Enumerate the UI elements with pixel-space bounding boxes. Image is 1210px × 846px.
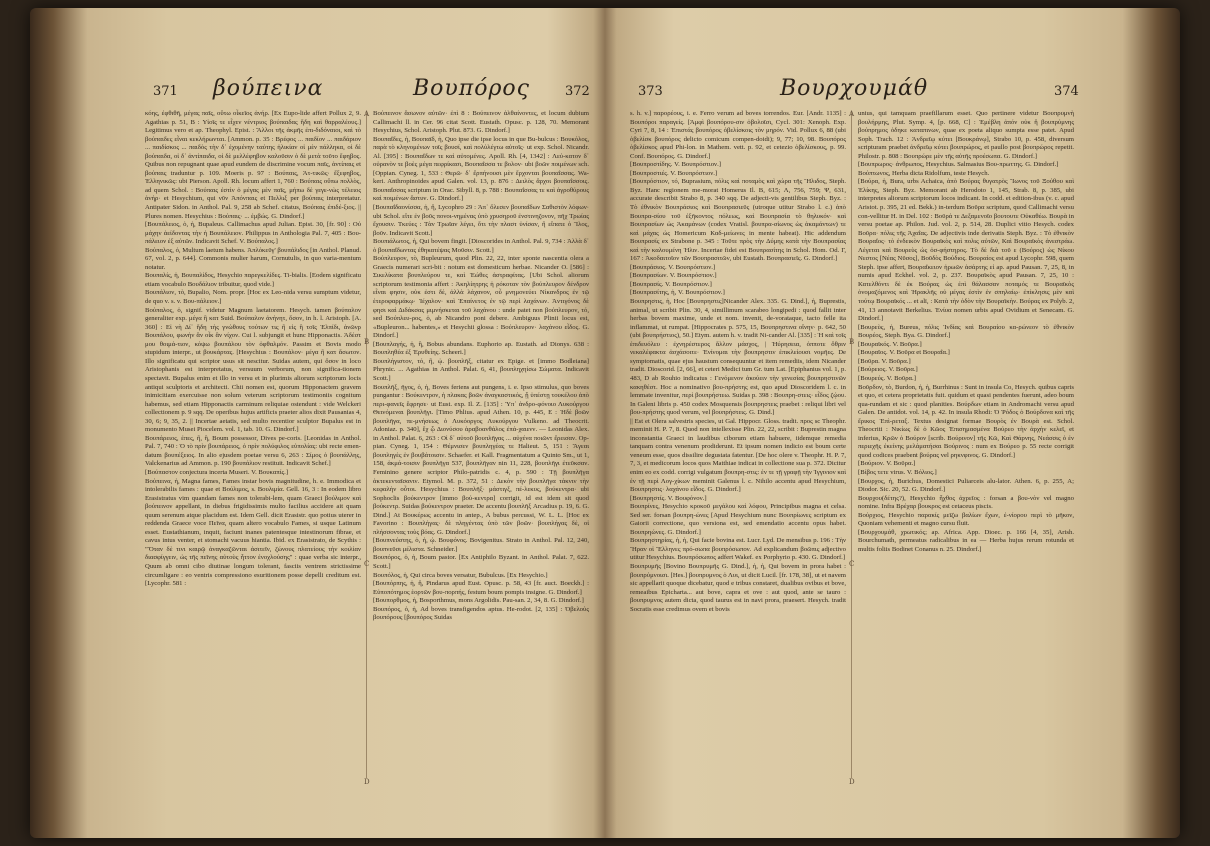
right-page-header <box>630 76 1088 106</box>
left-page <box>145 8 603 838</box>
left-column-text: s. h. v.] παρορέους, i. e. Ferro verum ad boves torrendos. Eur. [Andr. 1135] : Βουπόροι παραγείς. [Ἀμφὶ βουπόρου-σιν ὀβολοῖσι, Cycl. 301: Xenoph. Exp. Cyri 7, 8, 14 : Ἐπιστάς βουπόρος ὀβελίσκοις τὸν μηρόν. Vid. Pollux 6, 88 (ubi ὀβελίσκ βουπόρος delicto comicum compen-doidi); 9, 77; 10, 98. Βουπόρος ὀβελίσκος apud Phi-lon. in Mathem. vett. p. 92, et cetezio ὀβελίσκους, p. 99. Conf. Βουπόρος. G. Dindorf.] [Βουπροστίδης. V. Βουπρόστιον.] [Βουπροστιές. V. Βουπρόστιον.] [Βουπρόστιον, τό, Buprasium, πόλις καὶ ποταμὸς καὶ χώρα τῆς Ἤλιδος, Steph. Byz. Hanc regionem me-morat Homerus Il. B, 615; Λ, 756, 759; Ψ, 631, accurate describit Strabo 8, p. 340 sqq. De adjecti-vis gentilibus Steph. Byz. : Τὸ ἐθνικὸν Βουπράσιος καὶ Βουπρασιεῦς (utroque utitur Strabo l. c.) ἀπὸ Βουπρα-σίου τοῦ ἐξῆκοντος πόλεως, καὶ Βουπρασία τὸ θηλυκόν· καὶ Βουπρασίων ὡς Ἀκαμάνων (codex Vratisl. βουπρα-σίωνος ὡς ἀκαμάντων) τε καὶ μάχας ὡς Homericum Καδ-μείωνες in mente habeat). Hic addendum Βουπρασίς ex Strabone p. 345 : Τοῦτε πρὸς τὴν Δύμης κατὰ τὴν Βουπρασίας καὶ τὴν καλουμένη Ἠλιν. Incertae fidei est Βουπρασίτης in Schol. Hom. Od. Γ, 167 : Ἀκοδαιτοῖον τῶν Βουπρασιτῶν, ubi Eustath. Βουπρασιεῖς. G. Dindorf.] [Βουπράσιος. V. Βουπρόστιον.] [Βουπρασίων. V. Βουπρόστιον.] [Βουπρασίς. V. Βουπρόστιον.] [Βουπρασίτης, ἡ, V. Βουπρόστιον.] Βουπρηστις, ἡ, Hoc [Βουπρηστις]Nicander Alex. 335. G. Dind.], ἡ, Buprestis, animal, ut scribit Plin. 30, 4, simillimum scarabeo longipedi : quod fallit inter herbas bovem maxime, unde et nom. invenit, de-vorataque, tacto felle ita inflammat, ut rumpat. [Hippocrates p. 575, 15, Βουπρηστινα οἴνην· p. 642, 50 (ubi βουπρήστιος), 50.] Etym. autem h. v. tradit Ni-cander Al. [335] : Ἡ καὶ τοῖς ἐπιδευόλευ : ἐχνηρέστερος ἄλλον μάσχος, | Ἠύρησεια, ὀπποτε ὄθριν νεκαλέφακτα ἀσχάσοιτε· Ἐνίνομαι τὴν βουπρηστιν ἐπικλείουσι νομῆες. De symptomatis, quae ejus haustum consequuntur et item remediis, idem Nicander tradit. Dioscorid. [2, 66], et ceteri Medici tum Gr. tum Lat. [Epiphanius vol. 1, p. 483, D ab Rouhio indicatus : Γενόμενον ἀκούειν τὴν γενεσίας βουπρηστινῶν κακηθέστ. Hoc a nominativo βου-πρήστης est, quo apud Dioscoridem l. c. in lemmate invenitur, περὶ βουπρήστεω. Suidas p. 398 : Βουπρη-στεις· εἶδος ζῴου. In Galeni libris p. 450 codex Mosquensis βουπρηστεις praebet : reliqui libri vel βου-πρήστης quod verum, vel βουπρήστεις. G. Dind.] || Est et Olera salvestris species, ut Gal. Hippocr. Gloss. tradit. προς sc Theophr. meminit H. P. 7, 8. Quod non intellexisse Plin. 22, 22, scribit : Buprestin magna inconstantia Graeci in laudibus ciborum etiam habuere, iidemque remedia tanquam contra venenum prodiderunt. Et ipsum nomen indicio est boum certe veneum esse, quos dissilire degustata fatentur. [De hoc olere v. Theophr. H. P. 7, 7, 3, et medicorum locos quos Matthiae indicat in collectione sua p. 372. Dicitur enim eo ex codd. corrigi vulgatum βουπρη-στις: ἐν τε τῇ γραφῇ τὴν Ἰγγινιον καὶ ἐν τῇ περὶ Λογ-χίκων meminit Galenus l. c. Nihilo accentu apud Hesychium, Βουπρηστις· λαχάνου εἶδος. G. Dindorf.] [Βουπρηστίς. V. Βουφόνον.] Βουπρίνες, Hesychio κροκοῦ μεγάλου καὶ λόφου, Principibus magna et celsa. Sed ser. forsan βουπρη-ώνες [Apud Hesychium nunc Βουπρίωνες scriptum ex Gaiorii correctione, quo versiona est, sed emendatio accentu opus habet. Βουπρηώνες. G. Dindorf.] Βουπρηστηρίας, ἡ, ἡ, Qui facie bovina est. Lucr. Lyd. De mensibus p. 196 : Τὴν Ἥραν οἱ Ἕλληνες πρό-σωπα βουπρόσωπον. Ad explicandum βοῶπις adjectivo utitur Hesychius. Βουπρόσωπος adfert Wakef. ex Porphyrio p. 430. G. Dindorf.] Βουπρυμῆς [Bovino Βουπρυμῆς G. Dind.], ἡ, ἡ, Qui bovem in prora habet : βουπρύμνοισι. [Hes.] βουπρυμνος ὁ Λυι, ut dicit Lucil. [fr. 178, 38], ut et navem sic appellarit quoque dicebatur, quod e tribus constaret, dualibus ovibus et bove, remeaibus Epicharta... aut bove, capra et ove : aut quod, ante se tauro : βουπρυμνος autem dicta, quod taurus est in navi prora, praesert. Hesych. tradit Socratis esse credimus ovem et bovis <box>630 110 846 613</box>
left-page-columns <box>145 110 603 786</box>
page-number-372: 372 <box>565 84 590 99</box>
right-column-text: Βούπεινον ἄσωνον αὐτῶν· ἐπὶ 8 : Βούπεινον ἀλθαίνοντες, et locum dubium Callimachi ll. in Cer. 96 citat Scott. Eustath. Opusc. p. 128, 70. Memorant Hesychius, Schol. Aristoph. Plut. 873. G. Dindorf.] Βουπαΐδες, ἡ, Βουπαϊδ, ἡ, Quo ipse die ipse locus in que Bu-bulcus : Βουκόλος, παρὰ τὸ κληνομένων τοῖς βουσί, καὶ πολὺλέγτω αὐτοῖς· ut exp. Schol. Nicandr. Al. [395] : Βουπαΐδων τε καὶ αὐτομένες. Apoll. Rh. [4, 1342] : Λεύ-κατον δ᾽ οὐρανὸν τε βοὲς μέγα πεφρίκασι, Βουπαΐσσα τε βολον· ubi βοῶν ποιμένων sch. [Oppian. Cyneg. 1, 533 : Θερῶ· δ᾽ ἔρπήνουσι μὲν ἔρχονται βουπαΐσσας. Wa-keri. Anthropinoides apud Galen. vol. 13, p. 876 : Δειλὸς ἄρχοι βουπαΐσσοις. Βουπαΐσσας scriptum in Orac. Sibyll. 8, p. 788 : Βουπαΐσσας τε καὶ ἀγροθύρους καὶ ποιμένων ἄστυν. G. Dindorf.] [Βουπαΐδαονίσσα, ἡ, ἢ, Lycophro 29 : Ἀπ᾽ ὄλεσεν βουπαΐδων Σαθιστὸν λόφων· ubi Schol. εἴτε ἐν βοῦς πονοι-νημένας ὑπὸ χρυσηροῦ ἐνστινηζονον, πῆχ Τρωίας ἔχουσιν. Τκεύες : Τὰν Τρωῖαν λέγει, ὅτι τὴν πλαστ ὑνίσαν, ἢ εἴπατε ὁ Ἴλος, βοῦν. Indicavit Scott.] Βουπιάλωτος, ἡ, Qui bovem fingit. [Dioscorides in Anthol. Pal. 9, 734 : Ἀλλὰ δ᾽ ὁ βουπαΐδωντας ἐθηκατέψας Μοῦσιν. Scott.] Βούπλευρον, τὸ, Bupleurum, quod Plin. 22, 22, inter sponte nascentia olera a Graecis numerari scri-bit : notum est domesticum herbae. Nicander O. [586] : Σικελίκατα βουπλεύρου τε, καὶ Ἑώθες ἀστραφίτας. [Ubi Schol. aliorum scriptorum testimonia affert : Ἀκηλίητρης ἡ ρόκοταν τὸν βούπλευρον δένδρον εἶναι φησιν, οὐκ ἐστι δὲ, ἀλλὰ λάχανον, οὗ μνημονεύει Νίκανδρος ἐν τῷ ἑτεροφαρμάκῳ· Ἰέχαλον· καὶ Ἐπαίνετος ἐν τῷ περὶ λαχάνων. Ἀντιγόνος δὲ φησι καὶ Διδάκσας μιμνήσκεται τοῦ λαχάνου : unde patet non βούπλευρον, τό, sed Βούπλευ-ρος, ὁ, ab Nicandro poni debere. Ambiguus Plinii locus est, «Bupleuron... habentes,» et Hesychii glossa : Βούπλευρον· λαχάνου εἶδος. G. Dindorf.] [Βουπλαγής, ἡ, ἢ, Bobus abundans. Euphorio ap. Eustath. ad Dionys. 638 : Βουπληθέα ἐξ Ἐρυθείης. Scheeri.] Βουπλήγιστον, τό, ἢ, ᾠ. βουπλῆξ, citatur ex Epige. et [immo Bodleiana] Phrynic. ... Agathias in Anthol. Palat. 6, 41, βουπληχηίσω Σώματα. Indicavit Scott.] Βουπλῆξ, ῆγος, ὁ, ἡ, Boves feriens aut pungens, i. e. Ipso stimulus, quo boves pungantur : Βούκεντρον, ἡ πλακας βοῶν ἀναγκαστικός, ᾗ ὑπέστῃ τουκέλου ἀπὸ περι-φανεῖς ἔφρησε· ut Eust. exp. Il. Z. [135] : Ὑπ᾽ ἀνδρο-φόνοιο Λυκούργου Θεινόμεναι βουπλῆγι. [Timo Phlius. apud Athen. 10, p. 445, E : Ἡδὲ βοῶν βουπλῆγα, πε-μνήσεως ὁ Λυκόοργος Λυκούργου Vulkeno. ad Theocrit. Adoniaz. p. 340], ἔχ ᾧ Διονύσου ἀραβοανθάλος ἐπά-χαιενν. — Leonidas Alex. in Anthol. Palat. 6, 263 : Οἱ δ᾽ αὐτοῦ βουπλῆγας ... αὐχένα ποιῶντ ἔρεισαν. Op-pian. Cyneg. 1, 154 : Θέμνισεν βουπληγέας τε Halieut. 5, 151 : Ἄγεαι βουπληγὲς ἐν βουβάτοισιν. Schaefer. et Kall. Fragmentatum a Quinto Sm., ut 1, 158, ἀκμά-τοισιν βουπλῆγα 537, βουπλῆγαν nin 11, 228, βουπλῆγι ἐτεῦκσαν. Feminino genere scriptor Philo-patridis c. 4, p. 590 : Τῇ βουπλῆγα ἀκτεκενταῖσανιν. Etymol. M. p. 372, 51 : Δεκὸν τὴν βουπλῆγα τάκνιν τὴν κεφαλὴν οὗτοι. Hesychius : Βουπλῆξ· μάστιγξ, πέ-λεκυς, βούκεντρα· ubi Sophoclis βούκεντρον [immo βού-κεντρα] corrigit, id est idem sit quod βούκεντρ. Suidas βούκεντρον praeter. De accentu βουπλῆξ Arcadius p. 19, 6. G. Dind.] At Βουκέρως accentu in antep., A bubus percussi, W. L. L. [Hoc ex Favorino : Βουπλήγας· δὲ πληγέντας ὑπὸ τῶν βοῶν· βουπλήγας δὲ, οἱ πλήσσοντας τοὺς βόας. G. Dindorf.] [Βουπνεύστης, ὁ, ἡ, ᾠ. Βουφόνος. Bovigenitus. Strato in Anthol. Pal. 12, 240, βουπνεῦσι μέλιστα. Schneider.] Βουπόρος, ὁ, ἡ, Boum pastor. [Ex Antiphilo Byzant. in Anthol. Palat. 7, 622. Scott.] Βουπόλος, ἡ, Qui circa boves versatur, Bubulcus. [Ex Hesychio.] [Βουπόρπης, ἡ, ἢ, Pindarus apud Eust. Opusc. p. 58, 43 [fr. auct. Boeckh.] : Εὐποπότημος ἑορτῶν βου-πορπής, festum boum pompis insigne. G. Dindorf.] [Βουπορθμος, ἡ, Bosporthmus, mons Argolidis. Pau-san. 2, 34, 8. G. Dindorf.] Βουπόρος, ὁ, ἡ, Ad boves transfigendos aptus. He-rodot. [2, 135] : Ὀβελοὺς βουπόρους [βουπόρος Suidas <box>373 110 589 622</box>
running-title: Βουρχουμάθ <box>780 76 929 101</box>
page-number-373: 373 <box>638 84 663 99</box>
right-page-columns <box>630 110 1088 786</box>
page-number-374: 374 <box>1054 84 1079 99</box>
left-column-text: κόης, ἐφθιθῆ, μέγας παῖς, οὕτω οἶκεῖος ἀνήρ. [Ex Eupo-lide affert Pollux 2, 9. Agathias p. 51, B : Υἱοῖς τε εἶχεν νέντριος βούπαιδας ἤδη καὶ θαρραλέους.] Legitimus vero et ap. Theophyl. Epist. : Ἄλλοι τῆς ἀκμῆς ἐπι-διδόναιοι, καὶ τὸ βούπαιδες εἶναι κεκλήρωνται. [Ammon. p. 35 : Βρέφος ... παιδίον ... παιδάριον ... παιδίσκος ... παιδὸς τὴν δ᾽ ἐχομένην ταύτης ἡλικίαν οἱ μὲν πάλληκα, οἱ δὲ βούπαιδα, οἱ δ᾽ ἀντίπαιδα, οἱ δὲ μελλέφηβον καλοῦσιν ὁ δὲ μετὰ τοῦτο ἔφηβος. Quibus non repugnant quae apud eundem de discrimine vocum παῖς, ἀντίπαις et βούπαις traduntur p. 109. Moeris p. 97 : Βούπαις, Ἀτ-τικῶς· ἔξεφηβος, Ἑλληνικῶς: ubi Pierson. Apoll. Rh. locum affert 1, 760 : Βούπαις οὔπω πολλὸς, ad quem Schol. : Βούπαις ἐστὶν ὁ μέγας μὲν παῖς, μήπω δὲ γεγε-νὼς τέλειος ἀνήρ· et Hesychium, qui νῦν Ἀπόνπαις et Πελλιξ per βούπαις interpretatur. Antipater Sidon. in Anthol. Pal. 9, 258 ab Schef. citatus, Βούπαις ἐπιδέ-ξιος. || Plures nomen. Hesychius : Βούπαις· ... ἐμβώς. G. Dindorf.] [Βουπάλειος, ὁ, ἡ, Bupaleus. Callimachus apud Julian. Epist. 30, [fr. 90] : Οὐ μάχην ἀείδοντας τὴν ἡ Βουπάλειον. Philippus in Anthologia Pal. 7, 405 : Βου-πάλειον ἐξ αὐτῶν. Indicavit Schef. V. Βούπαλος.] Βούπαλος, ὁ, Multum laetum habens. Ἀπλόκεῦγ' βουπάλιδος [in Anthol. Planud. 67, vol. 2, p. 644]. Commonis mulier harum, Cornutulis, in quo varia-mentum notatur. Βουπαλίς, ἡ, Βουπαλίδος, Hesychio παρεγκελίδες. Ti-bialis. [Eodem significatu etiam vocabulo Βουδάλιον tribuitur, quod vide.] Βουπάλιον, τὸ, Bupalio, Nom. propr. [Hoc ex Leo-nida versu sumptum videtur, de quo v. s. v. Βου-πάλειον.] Βούπαλος, ὁ, signif. videtur Magnum laetatorem. Hesych. tamen βούπαλον generaliter exp. μέγα ἢ κατ Suid. Βούπαλον ἀνήνητ, ὅσον, in h. l. Aristoph. [A. 360] : Εἰ νὴ Δί᾽ ἤδη τὴς γνώθους τούτων τις ἢ εἰς ἢ τοῖς Ἐλπίδι, ἀνῶνρ Βουπάλου, φωνὴν ἂν οἶκ ἂν νίχον. Cui l. subjungit et hunc Hipponactis. Ἀδέστ μου θοιμά-τιον, κόψω βουπάλου τὸν ὀφθαλμόν. Passim et Bovis modo stupidum interpr., ut βουκάρτας. [Hesychius : Βουπάλον· μέγα ἢ κατ ἄσωτον. Illo significatu qui scriptor usus sit nescitur. Suidas autem, qui ὅσον in loco Aristophanis est interpretatus, versuum verborum, non significa-tionem spectavit. Bupalus enim et illo in versu et in plurimis aliorum scriptorum locis antiqui sculptoris et architecti. Chii nomen est, quorum Hipponactem gravem inimicitiam exercuisse non solum veterum scriptorum testimoniis cognitum habemus, sed etiam Hipponactis carminum reliquiae ostendunt : vide Welckeri collectionem p. 9 sqq. De operibus hujus artificis praeter alios dixit Pausanias 4, 30, 6; 9, 35, 2. || Incertae aetatis, sed multo recentior sculptor Bupalus est in monumento Musei Piocelem. vol. 1, tab. 10. G. Dindorf.] Βουπάρειος, ἐπες, ἢ, ἢ, Boum possessor, Dives pe-coris. [Leonidas in Anthol. Pal. 7, 740 : Ὁ τὸ πρὶν βουπάρειος, ὁ πρὶν πολύφιλος εὐπολίας: ubi recte emen-datum βουπέξειος. In alio ejusdem poetae versu 6, 263 : Σίμος ὁ βουπάλλης, Valckenarius ad Ammon. p. 190 βουπάλιον restituit. Indicavit Schef.] [Βούπαστον conjectura incerta Museri. V. Βουκαπίς.] Βούπεινα, ἡ, Magna fames, Fames instar bovis magnitudine, h. e. Immodica et intolerabilis fames : quae et Βούλιμος, s. Βουλιμία. Gell. 16, 3 : In eodem libro Erasistratus vim quandam fames non tolerabi-lem, quam Graeci βούλιμον καὶ βούπεινον appellant, in diebus frigidissimis multo facilius accidere ait quam quum serenum atque placidum est. Idem Gell. dicit Erasistr. quo potius uterer in reddenda Graece voce Πεῖνα, quam altero vocabulo Fames, si usque Latinum esset. Eustathianum, inquit, faciunt inanes patentesque intestinorum fibrae, et cavus intus venter, et stomachi vacuus hiantia. Ibid. ex Erasistrato, de Scythis : "Ὅταν δὲ τινι καιρῷ ἀναγκαζῶνται ἀσιτεῖν, ζώνους πλατείους τὴν κοιλίαν διασφίγγειν, ὡς τῆς πεῖνης αὐτοὺς ἧττον ἐνοχλούσης" : quae verba sic interpr., Quum ab omni cibo diutinae longum tolerant, fasciis ventrem strictissime circumligare : eo ventris compressiono esuritionem posse depelli creditum est. [Lycophr. 581 : <box>145 110 361 588</box>
page-number-371: 371 <box>153 84 178 99</box>
line-markers: A B C D <box>364 110 370 786</box>
book-spread <box>30 8 1180 838</box>
running-title-right: Βουπόρος <box>413 76 530 101</box>
line-markers: A B C D <box>849 110 855 786</box>
left-page-header <box>145 76 603 106</box>
right-column-text: unius, qui tamquam praefillarum esset. Quo pertinere videtur Βουπρυμνὴ βουλήρμης, Plut. Symp. 4, [p. 668, C] : Ἐμέβλη ἀπόν οὐκ ἢ βουπρύμνης βούπρημος ὀδηκε καταπινων, quae ex poeta aliquo sumpta esse patet. Apud Soph. Trach. 12 : Ἀνδρεῖῳ κύτει [Βουκράνῳ], Strabo 10, p. 458, diversum scripturam praebet ἀνδρεῖῳ κύτει βουπρώρος, et paullo post βουπρώρος repetit. Philostr. p. 808 : Βουπρώρε μὲν τῆς αὐτῆς προέσωπα. G. Dindorf.] [Βουπρωρος· ἀνθρωπος, Hesychius. Salmasius Βου-πρωττης. G. Dindorf.] Βούπτωνος, Herba dicta Ridolfum, teste Hesych. [Βούρα, ἡ, Bura, urbs Achaica, ἀπὸ Βούρας θυγατρὸς Ἴωνος τοῦ Ξούθου καὶ Ἑλίκης, Steph. Byz. Memorant ab Herodoto 1, 145, Strab. 8, p. 385, ubi interpretes aliorum scriptorum locos indicant. In codd. et edition-ibus (v. c. apud Aristot. p. 395, 21 ed. Bekk.) in-terdum Βοῦρα scriptum, quod Callimachi versu con-vellitur H. in Del. 102 : Βοῦρά τε Δεξαμενοῖο βουτουτε Οὐκαθέω. Βουρὰ in versu poetae ap. Philon. Jud. vol. 2, p. 514, 28. Duplici vitio Hesych. codex Βοῦρα· πόλις τῆς Ἀχαΐας. De adjectivis inde derivatis Steph. Byz. : Τὸ ἐθνικὸν Βουραΐος· τὸ ἐνδεικὸν Βουραϊκὸς καὶ πολις αὐτῶν, Καὶ Βουραϊκὸς ἀνεστράω. Λέγεται καὶ Βουρεὺς ὡς ὀσ-φήστηρος. Τὸ δὲ διὰ τοῦ ε (Βούρος) ὡς Νίκου Νεστος [Νέας Νῦσος], Βοῦδὸς Βούδιος. Βουραίος est apud Lycophr. 598, quem Steph. ipse affert, Βουραΐκειον ἡρωῶν ἀσάρτης εἰ ap. apud Pausan. 7, 25, 8, in numis apud Eckhel. vol. 2, p. 237. Βουραϊκὸς apud Pausan. 7, 25, 10 : Κατελθόντι δὲ ἐκ Βούρας ὡς ἐπὶ θάλασσαν ποταμός τε Βουραϊκὸς ὀνομαζόμενος καὶ Ἡρακλῆς οὐ μέγας ἐστὶν ἐν σπηλαίῳ· ἐπίκλησις μὲν καὶ τούτῳ Βουραϊκός ... et alī, : Κατὰ τὴν ὁδὸν τὴν Βουραϊκὴν. Βούρας ex Polyb. 2, 41, 13 annotavit Berkelius. Ἐνίυα nomen urbis apud Ovidium et Senecam. G. Dindorf.] [Βουρεὺς, ἡ, Bureus, πόλις Ἰνδίας καὶ Βουραίου κα-ρώνεον τὸ ἐθνικὸν Βουρέος, Steph. Bya. G. Dindorf.] [Βουραϊκός. V. Βοῦρα.] [Βουραῖος. V. Βοῦρα et Βουραΐα.] [Βοῦρα. V. Βοῦρα.] [Βούρειος. V. Βοῦρα.] [Βουρεύς. V. Βοῦρα.] Βοῦρδον, τὸ, Burdon, ἡ, ἡ, Burrhinus : Sunt in insula Co, Hesych. quibus capris et quo, et cetera proprietatis fuit. quidum et quasi pendentes fuerunt, adeo boum qua-rundam et sic : quod planities. Βούρδων etiam in Andromachi versu apud Galen. De antidot. vol. 14, p. 42. In insula Rhodi: Ὁ Ῥόδος ὁ Βούρδονα καὶ τῆς ἔρικος Ἐπὶ-ρεταξ. Textus designat formae Βουρὸς ἐν Βουρὰ est. Schol. Theocriti : Νικίως δὲ ὁ Κῶος Ἐπισημασμένα Βούρεο τὴν ἀρχὴν κελεῖ, et inferius, Κρῶν ὁ Βούρον [scrib. Βούρινον] τῆς Κῶ, Καὶ Θάρνης, Νεάσσις ὁ ἐν περιεχῆς ἐκείνης μελάματήσαι Βούρινος : num ex Βούρεο p. 55 recte corrigit quod codices praebent βούρας vel ρηκνφινος. G. Dindorf.] [Βούριον. V. Βοῦρα.] [Βίβος τετε virus. V. Βόλιος.] [Βουρχος, ἡ, Burichus, Domestici Puliarceis alu-lator. Athen. 6, p. 255, A; Diodor. Sic. 20, 52. G. Dindorf.] Βουρχου(δέτης?), Hesychio ἦχθος ἀχρεῖος : forsan a βου-νὸν vel magno nomine. Infra Βρέχαρ βουκρος est cetaceus piscis. Βούρχιος, Hesychio παρακίς μεῖζω βαλίων ἔχων, ἐ-νίορου περὶ τὸ μῆκον, Quoniam vehementi et magno cursu fluit. [Βουρχουμάθ, χρωτικός; ap. Africa. App. Dioec. p. 166 [4, 35], Arish. Bourchumath, permeatus radicalibus in ea — Herba hujus rerum rotunda et multis foliis Bodinet Conanus n. 25. Dindorf.] <box>858 110 1074 553</box>
right-page <box>630 8 1088 838</box>
running-title-left: βούπεινα <box>213 76 324 101</box>
